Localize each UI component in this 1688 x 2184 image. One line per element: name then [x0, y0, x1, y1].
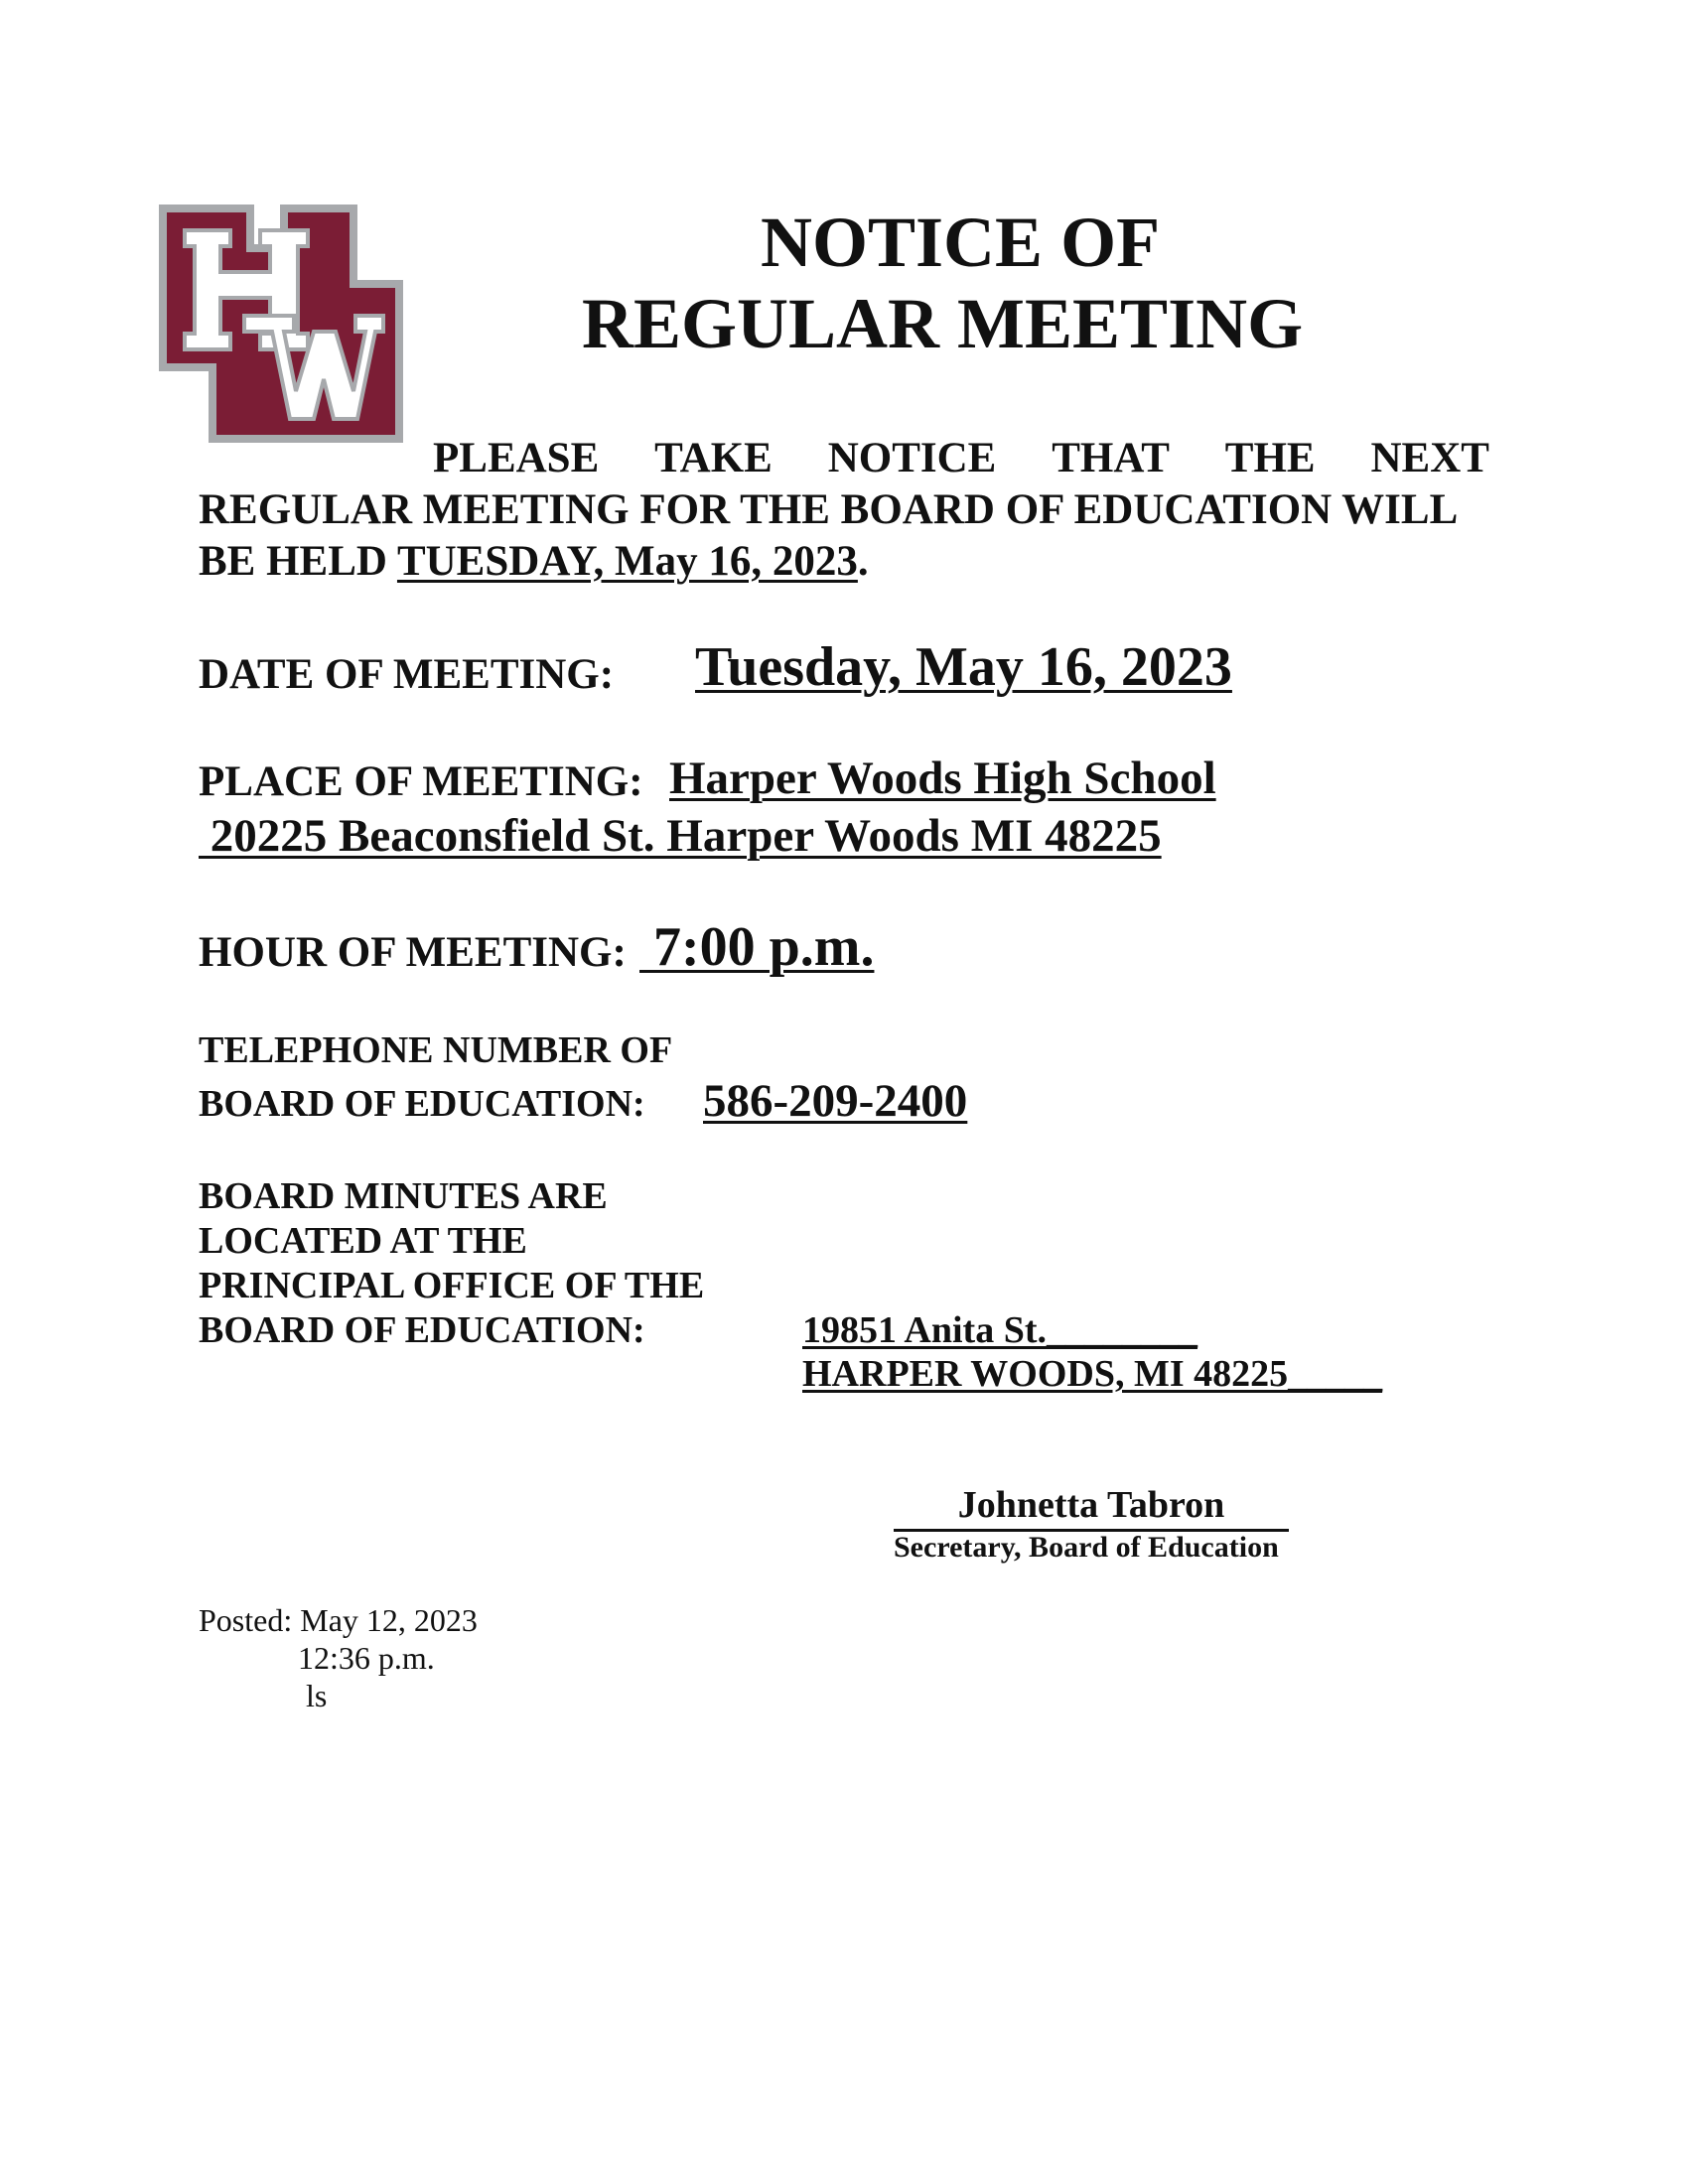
minutes-label-line: LOCATED AT THE [199, 1220, 527, 1262]
notice-word: NEXT [1370, 435, 1489, 481]
date-value: Tuesday, May 16, 2023 [695, 636, 1232, 698]
hour-label: HOUR OF MEETING: [199, 929, 627, 976]
minutes-label-line: BOARD MINUTES ARE [199, 1175, 608, 1217]
posted-date: Posted: May 12, 2023 [199, 1602, 478, 1638]
minutes-address-line-1: 19851 Anita St.________ [802, 1309, 1197, 1351]
minutes-label-line: BOARD OF EDUCATION: [199, 1309, 645, 1351]
title-line-1: NOTICE OF [761, 203, 1161, 282]
signature-name: Johnetta Tabron [894, 1483, 1289, 1532]
notice-word: NOTICE [827, 435, 997, 481]
posted-initials: ls [306, 1678, 328, 1713]
notice-meeting-date: TUESDAY, May 16, 2023 [396, 538, 858, 585]
date-label: DATE OF MEETING: [199, 651, 615, 698]
notice-line-2: REGULAR MEETING FOR THE BOARD OF EDUCATION WILL [199, 486, 1459, 533]
telephone-label-line-1: TELEPHONE NUMBER OF [199, 1029, 673, 1071]
notice-line-3-suffix: . [857, 538, 869, 585]
place-label: PLACE OF MEETING: [199, 758, 643, 805]
hw-logo [159, 205, 403, 443]
notice-paragraph [199, 433, 1489, 588]
place-value-line-2: 20225 Beaconsfield St. Harper Woods MI 48225 [199, 810, 1162, 862]
hour-value: 7:00 p.m. [639, 916, 875, 978]
notice-line-3-prefix: BE HELD [199, 538, 397, 585]
posted-time: 12:36 p.m. [298, 1640, 435, 1676]
telephone-label-line-2: BOARD OF EDUCATION: [199, 1083, 645, 1125]
notice-word: TAKE [654, 435, 773, 481]
notice-word: THE [1224, 435, 1316, 481]
notice-word: THAT [1052, 435, 1170, 481]
telephone-value: 586-209-2400 [703, 1075, 968, 1127]
signature-title: Secretary, Board of Education [894, 1531, 1279, 1564]
place-value-line-1: Harper Woods High School [669, 752, 1216, 804]
notice-line-3 [199, 536, 1489, 588]
minutes-label-line: PRINCIPAL OFFICE OF THE [199, 1265, 705, 1306]
minutes-address-line-2: HARPER WOODS, MI 48225_____ [802, 1353, 1383, 1395]
title-line-2: REGULAR MEETING [582, 284, 1304, 363]
notice-word: PLEASE [433, 435, 600, 481]
notice-line-1 [199, 433, 1489, 484]
